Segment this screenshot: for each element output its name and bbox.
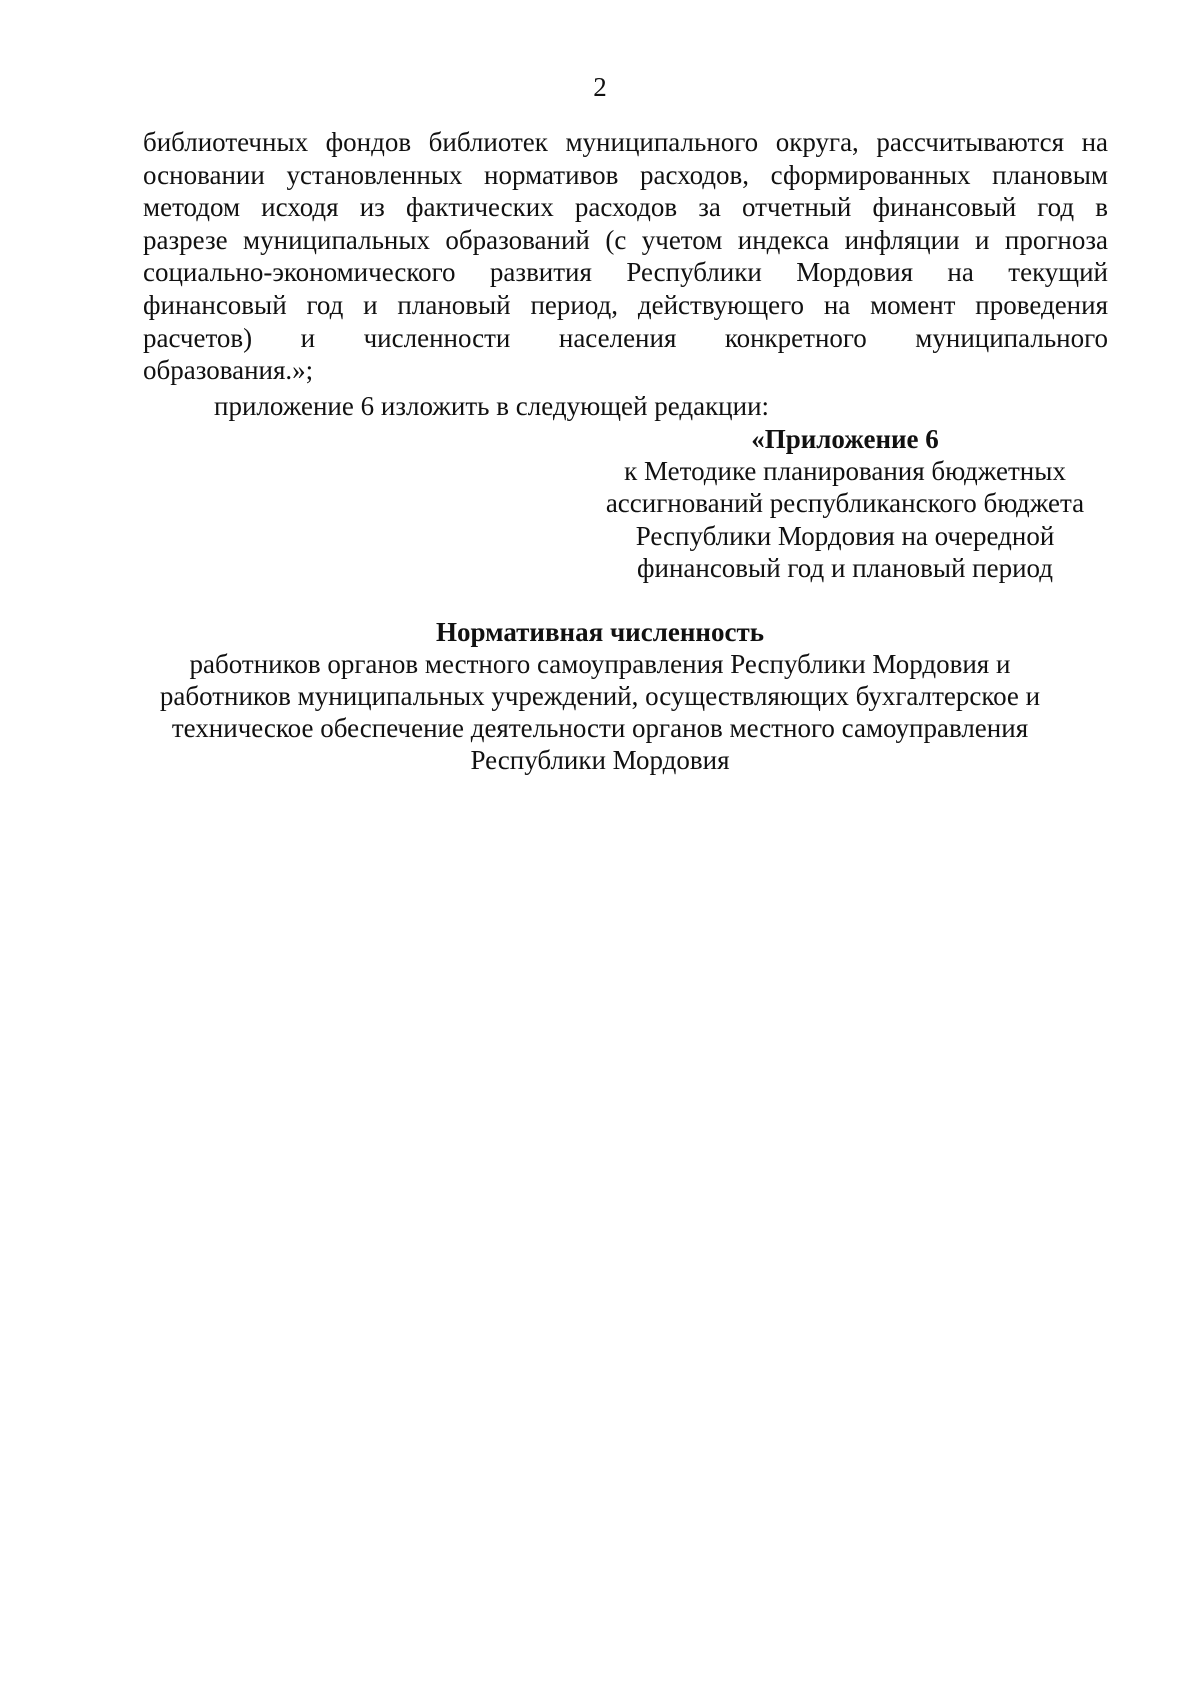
appendix-line: финансовый год и плановый период	[637, 552, 1053, 583]
paragraph-line: основании установленных нормативов расходов, сформированных плановым	[143, 159, 1108, 190]
paragraph-line: библиотечных фондов библиотек муниципального округа, рассчитываются на	[143, 127, 1108, 157]
appendix-header	[585, 423, 1105, 584]
paragraph-line: образования.»;	[143, 355, 314, 386]
appendix-line: к Методике планирования бюджетных	[624, 456, 1066, 487]
paragraph-line: финансовый год и плановый период, действующего на момент проведения	[143, 289, 1108, 320]
appendix-line: ассигнований республиканского бюджета	[605, 488, 1085, 519]
appendix-heading: «Приложение 6	[751, 424, 939, 454]
instruction-line: приложение 6 изложить в следующей редакции:	[214, 391, 770, 421]
page-number: 2	[593, 72, 607, 102]
title-line: работников органов местного самоуправления Республики Мордовия и	[189, 649, 1011, 679]
appendix-line: Республики Мордовия на очередной	[635, 520, 1055, 551]
title-line: работников муниципальных учреждений, осуществляющих бухгалтерское и	[159, 681, 1041, 711]
document-title-block	[0, 616, 1200, 776]
title-line: техническое обеспечение деятельности органов местного самоуправления	[171, 713, 1029, 743]
paragraph-line: методом исходя из фактических расходов за отчетный финансовый год в	[143, 192, 1108, 223]
title-line: Республики Мордовия	[470, 745, 730, 775]
body-paragraph	[143, 126, 1108, 387]
paragraph-line: социально-экономического развития Республики Мордовия на текущий	[143, 257, 1108, 288]
paragraph-line: разрезе муниципальных образований (с учетом индекса инфляции и прогноза	[143, 224, 1108, 255]
paragraph-line: расчетов) и численности населения конкретного муниципального	[143, 322, 1108, 353]
document-title: Нормативная численность	[436, 617, 764, 647]
